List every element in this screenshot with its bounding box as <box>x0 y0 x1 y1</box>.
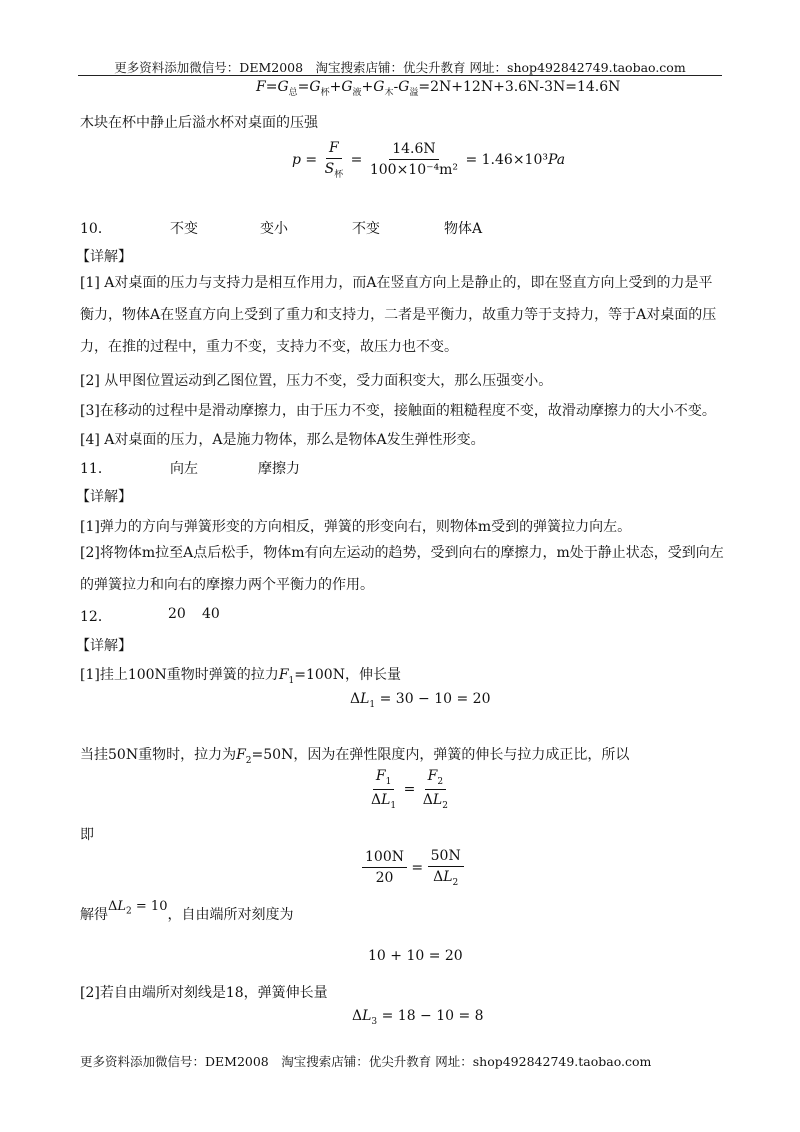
q11-paragraph-1: [1]弹力的方向与弹簧形变的方向相反，弹簧的形变向右，则物体m受到的弹簧拉力向左。 <box>80 519 632 535</box>
pressure-denominator: 100×10⁻⁴m² <box>369 162 459 179</box>
q12-answer-1: 20 <box>168 606 186 622</box>
q12-answer-2: 40 <box>202 606 220 622</box>
q10-paragraph-1: [1] A对桌面的压力与支持力是相互作用力，而A在竖直方向上是静止的，即在竖直方向上受到的力是平衡力，物体A在竖直方向上受到了重力和支持力，二者是平衡力，故重力等于支持力，等于A对桌面的压力，在推的过程中，重力不变，支持力不变，故压力也不变。 <box>80 275 717 355</box>
q10-detail-label: 【详解】 <box>76 249 132 265</box>
equation-total-force-value: =2N+12N+3.6N-3N=14.6N <box>418 79 621 95</box>
pressure-intro: 木块在杯中静止后溢水杯对桌面的压强 <box>80 115 318 131</box>
equation-total-force: $F=G_总=G_杯+G_液+G_木-G_溢=2N+12N+3.6N-3N=14.6N$ <box>256 79 621 98</box>
q11-answer-1: 向左 <box>170 461 198 477</box>
page-header: 更多资料添加微信号：DEM2008 淘宝搜索店铺：优尖升教育 网址：shop492842749.taobao.com <box>114 60 686 75</box>
q10-paragraph-4: [4] A对桌面的压力，A是施力物体，那么是物体A发生弹性形变。 <box>80 432 485 448</box>
label-ji: 即 <box>80 827 94 843</box>
equation-pressure: p = $\frac{F}{S_杯}$ = $\frac{14.6N}{\text{100×10⁻⁴m²}}$ = 1.46×10³Pa <box>292 140 566 180</box>
q11-paragraph-2: [2]将物体m拉至A点后松手，物体m有向左运动的趋势，受到向右的摩擦力，m处于静止状态，受到向左的弹簧拉力和向右的摩擦力两个平衡力的作用。 <box>80 545 724 593</box>
page-footer: 更多资料添加微信号：DEM2008 淘宝搜索店铺：优尖升教育 网址：shop492842749.taobao.com <box>80 1054 652 1069</box>
pressure-result: = 1.46×10³ <box>465 151 548 168</box>
q10-answer-4: 物体A <box>444 221 483 237</box>
q10-paragraph-2: [2] 从甲图位置运动到乙图位置，压力不变，受力面积变大，那么压强变小。 <box>80 373 553 389</box>
q12-paragraph-1: [1]挂上100N重物时弹簧的拉力$F_1=100N$，伸长量 <box>80 667 401 686</box>
q11-number: 11． <box>80 461 112 477</box>
pressure-numerator: 14.6N <box>389 141 438 160</box>
q12-solve-line: 解得$\Delta L_2 = 10$，自由端所对刻度为 <box>80 899 294 923</box>
q11-detail-label: 【详解】 <box>76 489 132 505</box>
equation-delta-l1: $\Delta L_1 = 30 - 10 = 20$ <box>350 691 491 710</box>
equation-proportion: $\frac{F_1}{\Delta L_1}$ = $\frac{F_2}{\Delta L_2}$ <box>371 768 448 811</box>
q10-number: 10． <box>80 221 112 237</box>
equation-ratio: $\frac{100N}{20}$ = $\frac{50N}{\Delta L_2}$ <box>362 848 464 888</box>
q10-answer-2: 变小 <box>260 221 288 237</box>
equation-sum: 10 + 10 = 20 <box>368 948 463 964</box>
q12-paragraph-3: [2]若自由端所对刻线是18，弹簧伸长量 <box>80 985 328 1001</box>
header-divider <box>78 75 722 76</box>
q10-answer-1: 不变 <box>170 221 198 237</box>
q11-answer-2: 摩擦力 <box>258 461 300 477</box>
q12-number: 12． <box>80 609 112 625</box>
equation-delta-l3: $\Delta L_3 = 18 - 10 = 8$ <box>352 1008 484 1027</box>
q10-answer-3: 不变 <box>352 221 380 237</box>
q12-paragraph-2: 当挂50N重物时，拉力为$F_2=50N$，因为在弹性限度内，弹簧的伸长与拉力成正比，所以 <box>80 747 630 766</box>
q10-paragraph-3: [3]在移动的过程中是滑动摩擦力，由于压力不变，接触面的粗糙程度不变，故滑动摩擦力的大小不变。 <box>80 403 716 419</box>
q12-detail-label: 【详解】 <box>76 638 132 654</box>
